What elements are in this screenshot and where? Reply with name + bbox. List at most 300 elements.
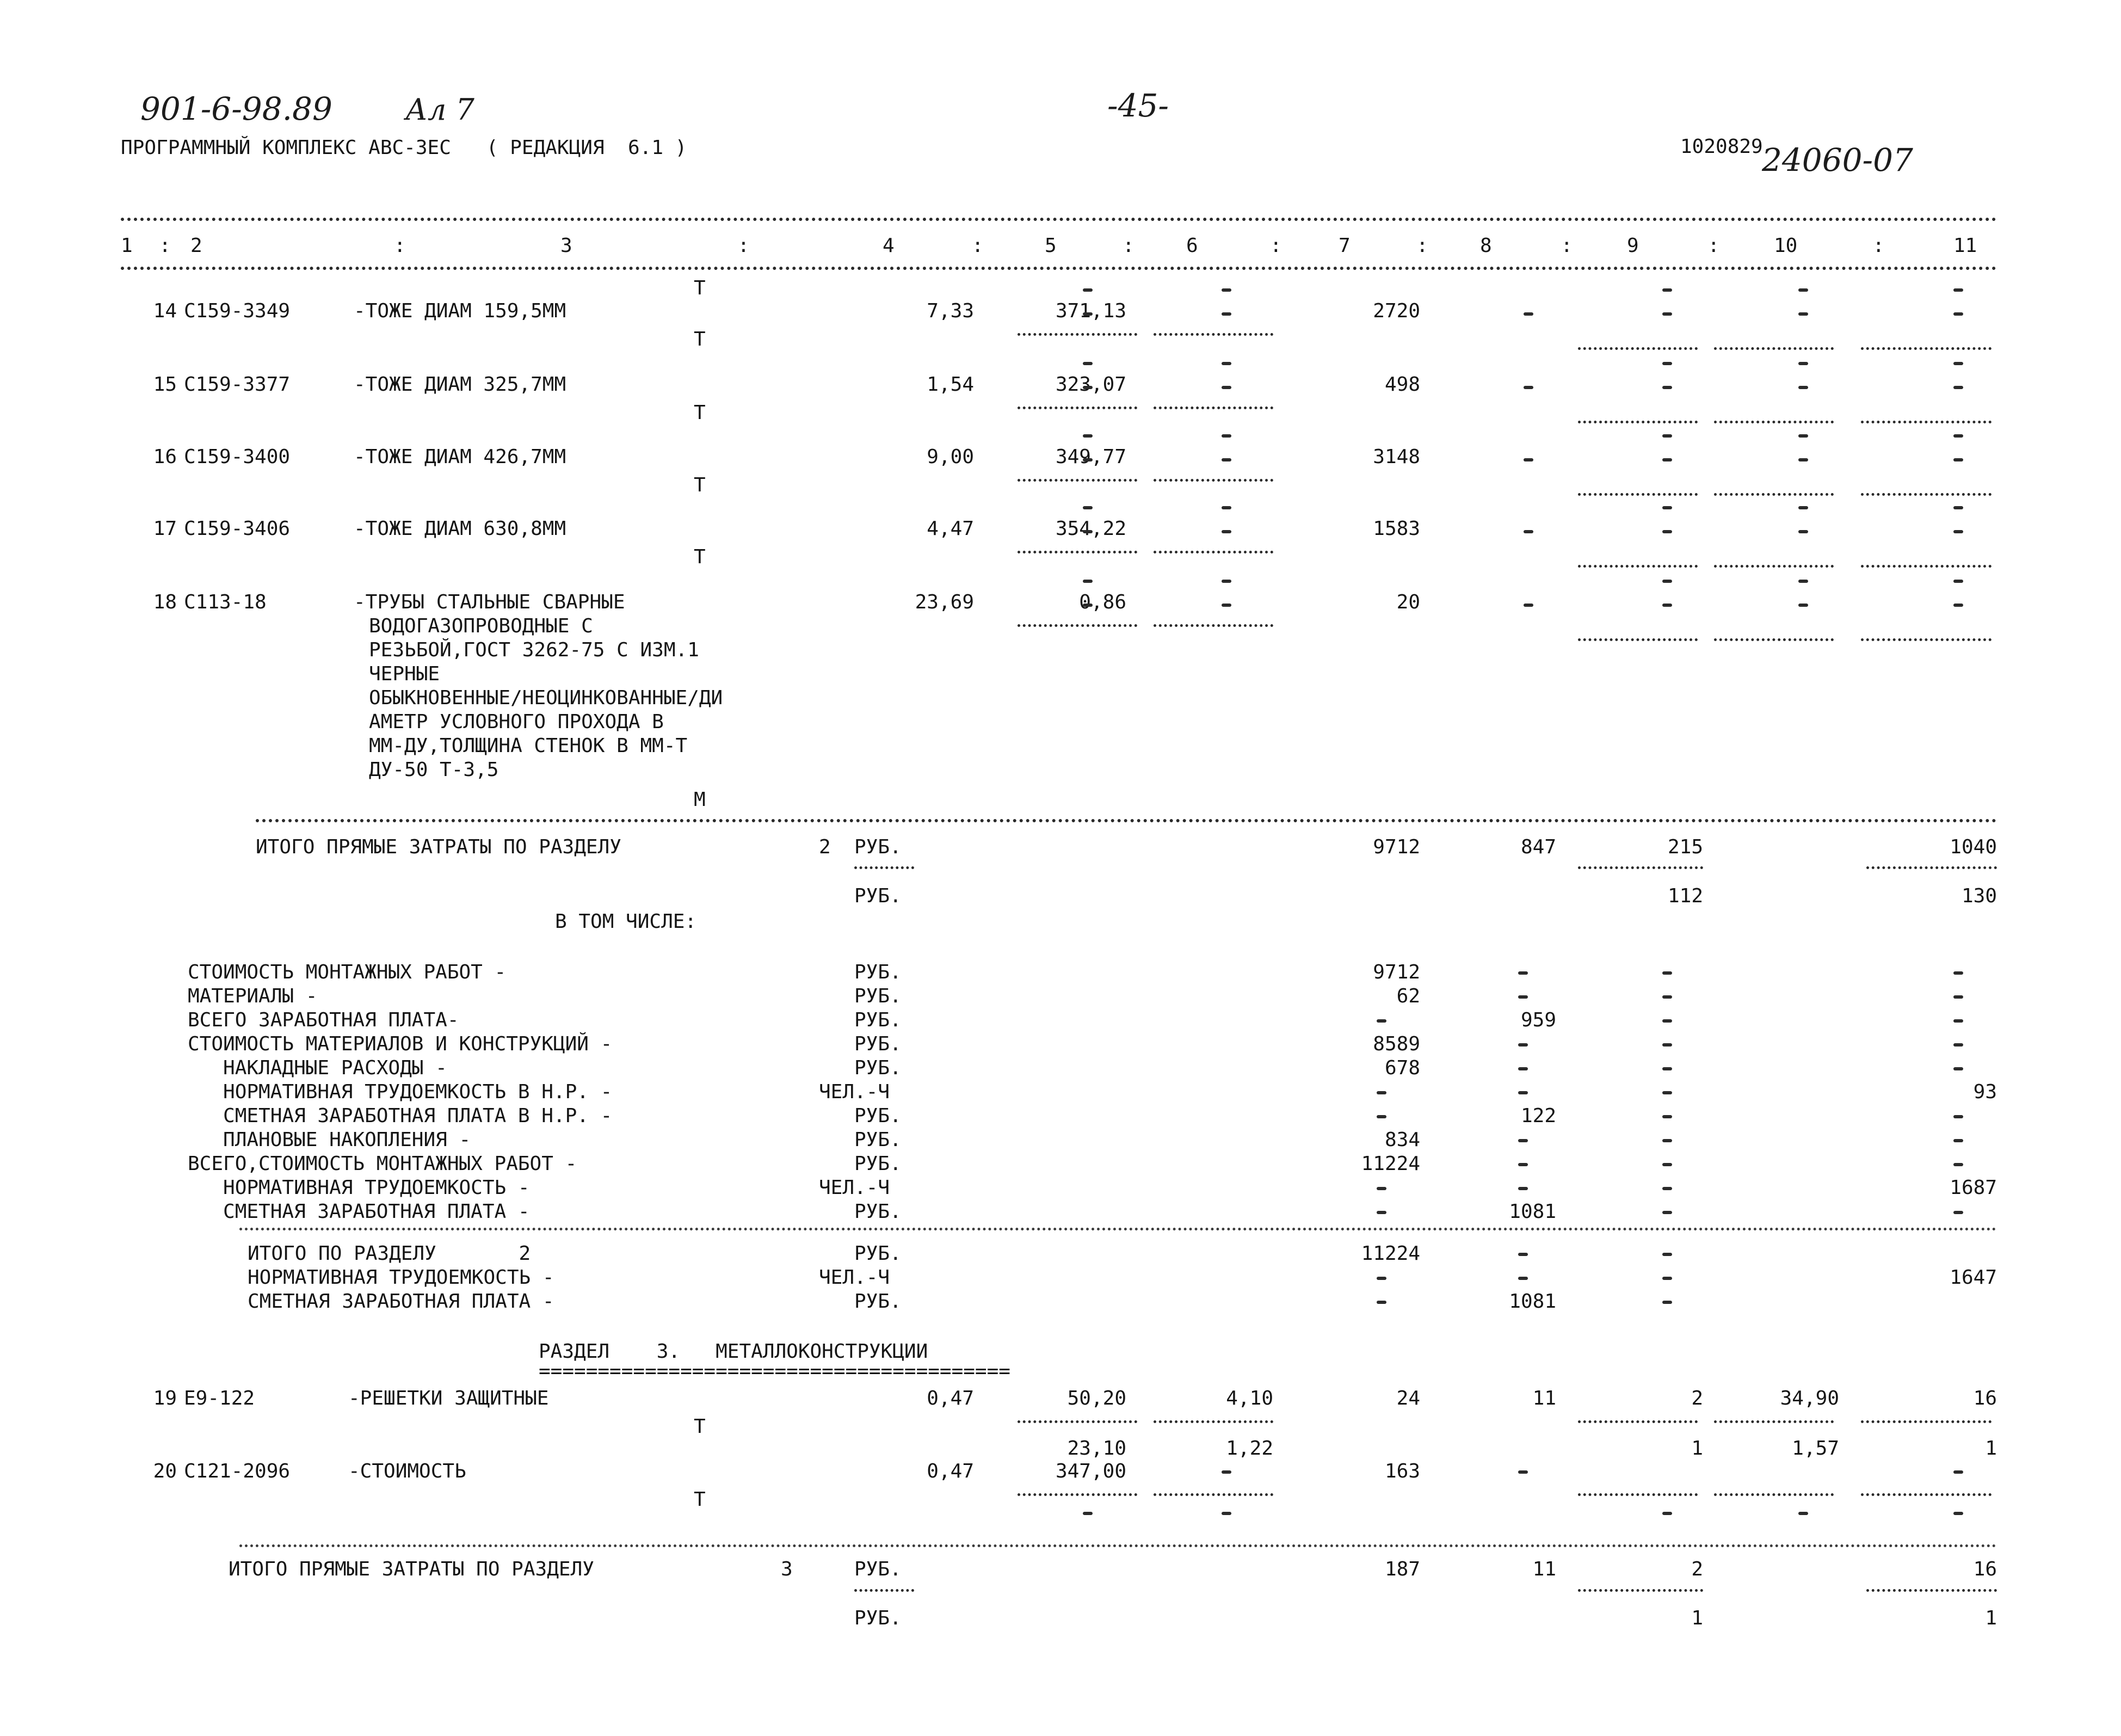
col11-underline <box>1866 1589 1997 1592</box>
breakdown-label: НОРМАТИВНАЯ ТРУДОЕМКОСТЬ - <box>188 1177 530 1199</box>
dash-mark <box>1377 1115 1386 1118</box>
estimate-number: 24060-07 <box>1762 141 1913 178</box>
column-separator: : <box>1707 235 1720 257</box>
breakdown-c7: 62 <box>1396 985 1420 1007</box>
dash-mark <box>1662 386 1672 389</box>
dash-mark <box>1953 971 1963 975</box>
final-total-label: НОРМАТИВНАЯ ТРУДОЕМКОСТЬ - <box>248 1266 554 1289</box>
item-code: С159-3349 <box>184 300 291 322</box>
item-name-line: ММ-ДУ,ТОЛЩИНА СТЕНОК В ММ-Т <box>369 735 688 757</box>
dash-mark <box>1518 971 1528 975</box>
breakdown-unit: РУБ. <box>854 1201 902 1223</box>
dash-mark <box>1662 362 1672 365</box>
dash-mark <box>1377 1091 1386 1094</box>
header-rule-bottom <box>121 267 1997 270</box>
dash-mark <box>1083 434 1093 438</box>
col11-underline <box>1861 638 1991 641</box>
item-number: 19 <box>153 1387 177 1409</box>
col9-underline <box>1578 493 1698 496</box>
unit-mark: Т <box>694 474 706 496</box>
item-c6: 4,10 <box>1226 1387 1273 1409</box>
item-total: 1583 <box>1373 518 1420 540</box>
item-name-line: -ТОЖЕ ДИАМ 630,8ММ <box>354 518 566 540</box>
breakdown-unit: РУБ. <box>854 961 902 983</box>
dash-mark <box>1377 1301 1386 1304</box>
dash-mark <box>1083 604 1093 607</box>
dash-mark <box>1377 1277 1386 1280</box>
page-number: -45- <box>1107 87 1169 124</box>
breakdown-label: СТОИМОСТЬ МОНТАЖНЫХ РАБОТ - <box>188 961 507 983</box>
dash-mark <box>1222 458 1231 461</box>
dash-mark <box>1662 1067 1672 1070</box>
final-total-unit: РУБ. <box>854 1242 902 1265</box>
breakdown-unit: РУБ. <box>854 1057 902 1079</box>
dash-mark <box>1662 1139 1672 1142</box>
dash-mark <box>1953 362 1963 365</box>
dash-mark <box>1222 1470 1231 1474</box>
dash-mark <box>1518 1163 1528 1166</box>
dash-mark <box>1953 458 1963 461</box>
section3-total-c11: 16 <box>1973 1558 1997 1580</box>
item-c11-sub: 1 <box>1985 1437 1997 1460</box>
item-code: С159-3377 <box>184 373 291 396</box>
item-name-line: ДУ-50 Т-3,5 <box>369 759 499 781</box>
dash-mark <box>1953 506 1963 509</box>
unit-mark: Т <box>694 402 706 424</box>
col6-underline <box>1154 624 1273 627</box>
dash-mark <box>1798 362 1808 365</box>
item-name-line: ЧЕРНЫЕ <box>369 663 440 685</box>
dash-mark <box>1662 1091 1672 1094</box>
dash-mark <box>1518 1187 1528 1190</box>
dash-mark <box>1798 312 1808 316</box>
dash-mark <box>1953 1043 1963 1046</box>
breakdown-c11: 1687 <box>1950 1177 1997 1199</box>
dash-mark <box>1083 386 1093 389</box>
final-total-label: СМЕТНАЯ ЗАРАБОТНАЯ ПЛАТА - <box>248 1290 554 1313</box>
column-separator: : <box>1270 235 1282 257</box>
breakdown-c7: 834 <box>1384 1129 1420 1151</box>
final-total-unit: РУБ. <box>854 1290 902 1313</box>
item-name: -РЕШЕТКИ ЗАЩИТНЫЕ <box>348 1387 549 1409</box>
col6-underline <box>1154 479 1273 482</box>
final-total-c7: 11224 <box>1361 1242 1420 1265</box>
dash-mark <box>1518 1277 1528 1280</box>
dash-mark <box>1518 1043 1528 1046</box>
section3-total-rule <box>239 1544 1997 1547</box>
dash-mark <box>1222 580 1231 583</box>
section3-total-section: 3 <box>781 1558 793 1580</box>
dash-mark <box>1953 995 1963 999</box>
dash-mark <box>1524 458 1533 461</box>
dash-mark <box>1518 995 1528 999</box>
dash-mark <box>1798 1512 1808 1515</box>
col11-underline <box>1861 493 1991 496</box>
dash-mark <box>1222 362 1231 365</box>
column-separator: : <box>1416 235 1428 257</box>
column-separator: : <box>737 235 750 257</box>
direct-sub-unit: РУБ. <box>854 885 902 907</box>
section3-sub-unit: РУБ. <box>854 1607 902 1629</box>
item-c6-sub: 1,22 <box>1226 1437 1273 1460</box>
dash-mark <box>1953 1211 1963 1214</box>
col11-underline <box>1861 1493 1991 1496</box>
section3-total-c8: 11 <box>1532 1558 1556 1580</box>
breakdown-c8: 1081 <box>1509 1201 1556 1223</box>
breakdown-label: МАТЕРИАЛЫ - <box>188 985 318 1007</box>
dash-mark <box>1662 604 1672 607</box>
header-rule-top <box>121 218 1997 221</box>
breakdown-c8: 122 <box>1520 1105 1556 1127</box>
item-total: 3148 <box>1373 446 1420 468</box>
section3-underline: ======================================== <box>539 1360 1010 1382</box>
section2-rule <box>256 819 1997 822</box>
breakdown-label: НАКЛАДНЫЕ РАСХОДЫ - <box>188 1057 447 1079</box>
dash-mark <box>1083 288 1093 292</box>
breakdown-unit: ЧЕЛ.-Ч <box>819 1081 890 1103</box>
item-qty: 7,33 <box>927 300 974 322</box>
item-total: 2720 <box>1373 300 1420 322</box>
dash-mark <box>1953 1067 1963 1070</box>
column-separator: : <box>1872 235 1885 257</box>
final-totals-rule <box>239 1228 1997 1230</box>
column-header-3: 3 <box>560 235 572 257</box>
breakdown-unit: РУБ. <box>854 1033 902 1055</box>
item-name: -СТОИМОСТЬ <box>348 1460 466 1482</box>
direct-sub-c9: 112 <box>1667 885 1703 907</box>
breakdown-label: ПЛАНОВЫЕ НАКОПЛЕНИЯ - <box>188 1129 471 1151</box>
column-header-7: 7 <box>1339 235 1351 257</box>
col5-underline <box>1018 1420 1137 1423</box>
column-header-2: 2 <box>190 235 202 257</box>
item-c5: 347,00 <box>1055 1460 1126 1482</box>
section3-total-unit: РУБ. <box>854 1558 902 1580</box>
dash-mark <box>1953 1512 1963 1515</box>
breakdown-unit: ЧЕЛ.-Ч <box>819 1177 890 1199</box>
item-number: 16 <box>153 446 177 468</box>
column-header-6: 6 <box>1186 235 1198 257</box>
item-qty: 0,47 <box>927 1460 974 1482</box>
breakdown-c7: 9712 <box>1373 961 1420 983</box>
column-separator: : <box>1123 235 1135 257</box>
section3-total-c7: 187 <box>1384 1558 1420 1580</box>
dash-mark <box>1953 580 1963 583</box>
dash-mark <box>1524 604 1533 607</box>
item-qty: 9,00 <box>927 446 974 468</box>
breakdown-label: СМЕТНАЯ ЗАРАБОТНАЯ ПЛАТА В Н.Р. - <box>188 1105 613 1127</box>
unit-mark: Т <box>694 546 706 568</box>
item-name-line: -ТРУБЫ СТАЛЬНЫЕ СВАРНЫЕ <box>354 591 625 613</box>
item-price: 354,22 <box>1055 518 1126 540</box>
item-price: 323,07 <box>1055 373 1126 396</box>
breakdown-unit: РУБ. <box>854 1153 902 1175</box>
column-separator: : <box>159 235 171 257</box>
dash-mark <box>1798 580 1808 583</box>
col9-underline <box>1578 1420 1698 1423</box>
sheet-number: Ал 7 <box>405 93 474 127</box>
column-header-5: 5 <box>1045 235 1057 257</box>
dash-mark <box>1083 580 1093 583</box>
item-name-line: -ТОЖЕ ДИАМ 159,5ММ <box>354 300 566 322</box>
item-c11: 16 <box>1973 1387 1997 1409</box>
col10-underline <box>1714 565 1834 568</box>
dash-mark <box>1222 604 1231 607</box>
item-c8: 11 <box>1532 1387 1556 1409</box>
dash-mark <box>1518 1139 1528 1142</box>
dash-mark <box>1662 506 1672 509</box>
col9-underline <box>1578 347 1698 350</box>
dash-mark <box>1524 386 1533 389</box>
item-total: 20 <box>1396 591 1420 613</box>
col9-underline <box>1578 1589 1703 1592</box>
item-c7: 163 <box>1384 1460 1420 1482</box>
dash-mark <box>1662 1277 1672 1280</box>
item-number: 14 <box>153 300 177 322</box>
col6-underline <box>1154 333 1273 336</box>
dash-mark <box>1518 1470 1528 1474</box>
dash-mark <box>1083 1512 1093 1515</box>
dash-mark <box>1662 530 1672 533</box>
breakdown-label: СМЕТНАЯ ЗАРАБОТНАЯ ПЛАТА - <box>188 1201 530 1223</box>
col5-underline <box>1018 479 1137 482</box>
column-header-1: 1 <box>121 235 133 257</box>
col10-underline <box>1714 493 1834 496</box>
dash-mark <box>1662 434 1672 438</box>
dash-mark <box>1222 506 1231 509</box>
item-name-line: -ТОЖЕ ДИАМ 325,7ММ <box>354 373 566 396</box>
column-header-8: 8 <box>1480 235 1492 257</box>
item-name-line: ВОДОГАЗОПРОВОДНЫЕ С <box>369 615 593 637</box>
dash-mark <box>1953 386 1963 389</box>
column-separator: : <box>971 235 984 257</box>
unit-mark: Т <box>694 277 706 299</box>
dash-mark <box>1662 1301 1672 1304</box>
date-code: 1020829 <box>1680 136 1763 158</box>
item-code: С159-3400 <box>184 446 291 468</box>
direct-sub-c11: 130 <box>1961 885 1997 907</box>
col6-underline <box>1154 1493 1273 1496</box>
unit-mark: Т <box>694 328 706 350</box>
breakdown-unit: РУБ. <box>854 1009 902 1031</box>
dash-mark <box>1222 288 1231 292</box>
unit-mark: Т <box>694 1488 706 1511</box>
col10-underline <box>1714 1420 1834 1423</box>
item-code: Е9-122 <box>184 1387 255 1409</box>
dash-mark <box>1662 995 1672 999</box>
col10-underline <box>1714 1493 1834 1496</box>
dash-mark <box>1798 288 1808 292</box>
dash-mark <box>1083 506 1093 509</box>
item-c5-sub: 23,10 <box>1067 1437 1126 1460</box>
direct-total-c11: 1040 <box>1950 836 1997 858</box>
dash-mark <box>1222 530 1231 533</box>
dash-mark <box>1798 506 1808 509</box>
item-price: 0,86 <box>1079 591 1126 613</box>
dash-mark <box>1377 1019 1386 1023</box>
item-c5: 50,20 <box>1067 1387 1126 1409</box>
dash-mark <box>1377 1187 1386 1190</box>
dash-mark <box>1798 458 1808 461</box>
dash-mark <box>1662 1512 1672 1515</box>
item-qty: 23,69 <box>915 591 974 613</box>
col9-underline <box>1578 866 1703 869</box>
dash-mark <box>1798 604 1808 607</box>
col5-underline <box>1018 333 1137 336</box>
section3-total-label: ИТОГО ПРЯМЫЕ ЗАТРАТЫ ПО РАЗДЕЛУ <box>229 1558 594 1580</box>
column-header-9: 9 <box>1627 235 1639 257</box>
col9-underline <box>1578 421 1698 423</box>
dash-mark <box>1518 1067 1528 1070</box>
unit-mark: Т <box>694 1415 706 1438</box>
dash-mark <box>1953 1163 1963 1166</box>
dash-mark <box>1083 530 1093 533</box>
column-separator: : <box>1561 235 1573 257</box>
column-header-11: 11 <box>1953 235 1977 257</box>
item-qty: 1,54 <box>927 373 974 396</box>
breakdown-c7: 8589 <box>1373 1033 1420 1055</box>
dash-mark <box>1662 1187 1672 1190</box>
dash-mark <box>1662 1211 1672 1214</box>
dash-mark <box>1083 362 1093 365</box>
col10-underline <box>1714 421 1834 423</box>
col11-underline <box>1861 421 1991 423</box>
direct-total-c7: 9712 <box>1373 836 1420 858</box>
dash-mark <box>1953 1115 1963 1118</box>
breakdown-unit: РУБ. <box>854 1129 902 1151</box>
dash-mark <box>1518 1253 1528 1256</box>
dash-mark <box>1953 530 1963 533</box>
col11-underline <box>1866 866 1997 869</box>
col6-underline <box>1154 551 1273 553</box>
section3-total-c9: 2 <box>1691 1558 1703 1580</box>
section3-sub-c11: 1 <box>1985 1607 1997 1629</box>
breakdown-c7: 678 <box>1384 1057 1420 1079</box>
item-number: 15 <box>153 373 177 396</box>
dash-mark <box>1662 458 1672 461</box>
col11-underline <box>1861 347 1991 350</box>
direct-total-unit: РУБ. <box>854 836 902 858</box>
breakdown-c8: 959 <box>1520 1009 1556 1031</box>
dash-mark <box>1662 1043 1672 1046</box>
section3-title: РАЗДЕЛ 3. МЕТАЛЛОКОНСТРУКЦИИ <box>539 1340 928 1363</box>
dash-mark <box>1798 386 1808 389</box>
direct-total-c8: 847 <box>1520 836 1556 858</box>
column-header-10: 10 <box>1774 235 1798 257</box>
item-code: С113-18 <box>184 591 267 613</box>
final-total-unit: ЧЕЛ.-Ч <box>819 1266 890 1289</box>
breakdown-label: ВСЕГО ЗАРАБОТНАЯ ПЛАТА- <box>188 1009 459 1031</box>
breakdown-unit: РУБ. <box>854 1105 902 1127</box>
unit-underline <box>854 1589 914 1592</box>
dash-mark <box>1222 312 1231 316</box>
dash-mark <box>1083 458 1093 461</box>
dash-mark <box>1222 434 1231 438</box>
col9-underline <box>1578 638 1698 641</box>
final-total-c11: 1647 <box>1950 1266 1997 1289</box>
dash-mark <box>1662 580 1672 583</box>
dash-mark <box>1524 530 1533 533</box>
breakdown-label: НОРМАТИВНАЯ ТРУДОЕМКОСТЬ В Н.Р. - <box>188 1081 613 1103</box>
item-name-line: -ТОЖЕ ДИАМ 426,7ММ <box>354 446 566 468</box>
item-c9-sub: 1 <box>1691 1437 1703 1460</box>
dash-mark <box>1662 971 1672 975</box>
unit-underline <box>854 866 914 869</box>
item-name-line: ОБЫКНОВЕННЫЕ/НЕОЦИНКОВАННЫЕ/ДИ <box>369 687 723 709</box>
direct-total-c9: 215 <box>1667 836 1703 858</box>
col5-underline <box>1018 407 1137 409</box>
dash-mark <box>1798 530 1808 533</box>
dash-mark <box>1953 1139 1963 1142</box>
dash-mark <box>1662 1163 1672 1166</box>
final-total-label: ИТОГО ПО РАЗДЕЛУ 2 <box>248 1242 531 1265</box>
column-separator: : <box>394 235 406 257</box>
dash-mark <box>1083 312 1093 316</box>
program-line: ПРОГРАММНЫЙ КОМПЛЕКС АВС-3ЕС ( РЕДАКЦИЯ 6.1 ) <box>121 137 687 159</box>
dash-mark <box>1953 1019 1963 1023</box>
final-total-c8: 1081 <box>1509 1290 1556 1313</box>
dash-mark <box>1662 288 1672 292</box>
item-code: С159-3406 <box>184 518 291 540</box>
dash-mark <box>1222 1512 1231 1515</box>
item-c10-sub: 1,57 <box>1792 1437 1839 1460</box>
col6-underline <box>1154 407 1273 409</box>
item-name-line: РЕЗЬБОЙ,ГОСТ 3262-75 С ИЗМ.1 <box>369 639 699 661</box>
column-header-4: 4 <box>883 235 895 257</box>
dash-mark <box>1524 312 1533 316</box>
dash-mark <box>1662 1019 1672 1023</box>
breakdown-label: ВСЕГО,СТОИМОСТЬ МОНТАЖНЫХ РАБОТ - <box>188 1153 577 1175</box>
dash-mark <box>1953 288 1963 292</box>
dash-mark <box>1953 604 1963 607</box>
item-c9: 2 <box>1691 1387 1703 1409</box>
item-price: 349,77 <box>1055 446 1126 468</box>
item-c7: 24 <box>1396 1387 1420 1409</box>
item-number: 17 <box>153 518 177 540</box>
direct-total-section: 2 <box>819 836 831 858</box>
col10-underline <box>1714 638 1834 641</box>
col6-underline <box>1154 1420 1273 1423</box>
item-total: 498 <box>1384 373 1420 396</box>
breakdown-label: СТОИМОСТЬ МАТЕРИАЛОВ И КОНСТРУКЦИЙ - <box>188 1033 613 1055</box>
col10-underline <box>1714 347 1834 350</box>
col5-underline <box>1018 624 1137 627</box>
dash-mark <box>1953 1470 1963 1474</box>
dash-mark <box>1953 312 1963 316</box>
col5-underline <box>1018 1493 1137 1496</box>
item-c10: 34,90 <box>1780 1387 1839 1409</box>
col5-underline <box>1018 551 1137 553</box>
including-label: В ТОМ ЧИСЛЕ: <box>555 910 697 933</box>
dash-mark <box>1662 1253 1672 1256</box>
item-number: 20 <box>153 1460 177 1482</box>
breakdown-unit: РУБ. <box>854 985 902 1007</box>
col9-underline <box>1578 565 1698 568</box>
breakdown-c7: 11224 <box>1361 1153 1420 1175</box>
dash-mark <box>1662 1115 1672 1118</box>
item-qty: 0,47 <box>927 1387 974 1409</box>
doc-code: 901-6-98.89 <box>140 90 332 127</box>
col9-underline <box>1578 1493 1698 1496</box>
item-name-line: АМЕТР УСЛОВНОГО ПРОХОДА В <box>369 711 664 733</box>
dash-mark <box>1222 386 1231 389</box>
item-qty: 4,47 <box>927 518 974 540</box>
item-number: 18 <box>153 591 177 613</box>
dash-mark <box>1798 434 1808 438</box>
unit-mark-m: М <box>694 789 706 811</box>
dash-mark <box>1953 434 1963 438</box>
col11-underline <box>1861 1420 1991 1423</box>
direct-total-label: ИТОГО ПРЯМЫЕ ЗАТРАТЫ ПО РАЗДЕЛУ <box>256 836 621 858</box>
